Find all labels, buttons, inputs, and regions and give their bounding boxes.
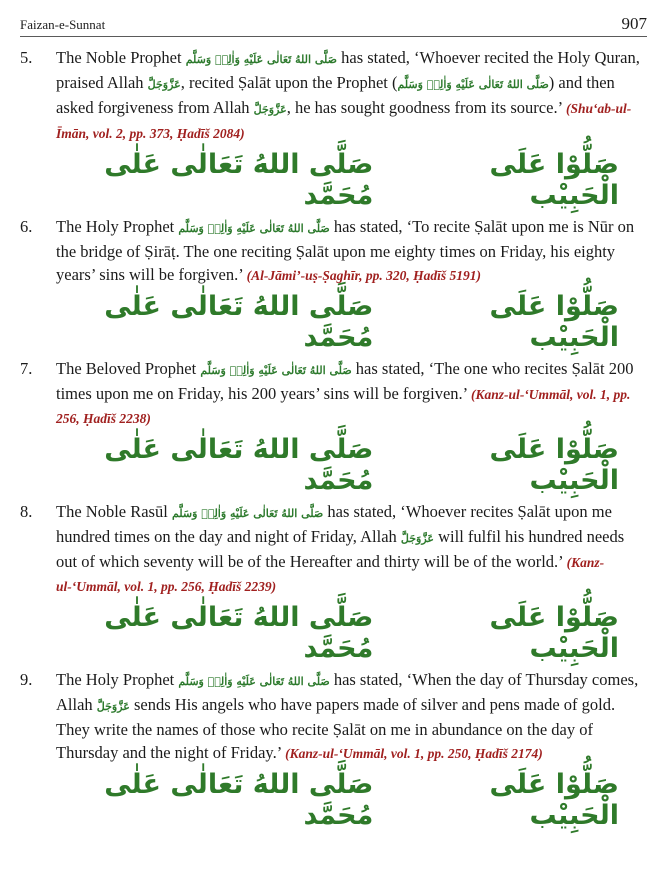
text-segment: The Noble Rasūl bbox=[56, 502, 172, 521]
hadith-item-9 bbox=[20, 668, 647, 765]
text-segment: has stated, ‘Whoever recited the Holy Quran, praised Allah bbox=[56, 48, 640, 92]
salat-calligraphy bbox=[20, 598, 647, 668]
text-segment: The Beloved Prophet bbox=[56, 359, 201, 378]
salat-phrase-right: صَلُّوْا عَلَى الْحَبِيْب bbox=[489, 291, 619, 353]
salat-phrase-left: صَلَّى اللهُ تَعَالٰى عَلٰى مُحَمَّد bbox=[104, 769, 374, 831]
salat-calligraphy bbox=[20, 430, 647, 500]
arabic-honorific: صَلَّى اللهُ تَعَالٰی عَلَيْهِ وَاٰلِهٖ وَسَلَّم bbox=[200, 364, 352, 377]
hadith-item-7 bbox=[20, 357, 647, 430]
arabic-honorific: صَلَّى اللهُ تَعَالٰی عَلَيْهِ وَاٰلِهٖ وَسَلَّم bbox=[185, 53, 338, 66]
page-content bbox=[20, 46, 647, 835]
hadith-text bbox=[56, 46, 647, 145]
arabic-honorific: عَزَّوَجَلَّ bbox=[400, 532, 434, 545]
text-segment: sends His angels who have papers made of silver and pens made of gold. They write the names of those who recite Ṣalāt on me in abundance on the day of Thursday and the night of Friday.’ bbox=[56, 695, 616, 762]
salat-phrase-left: صَلَّى اللهُ تَعَالٰى عَلٰى مُحَمَّد bbox=[104, 602, 374, 664]
item-number: 5. bbox=[20, 48, 33, 67]
item-number: 8. bbox=[20, 502, 33, 521]
hadith-item-8 bbox=[20, 500, 647, 598]
hadith-item-6 bbox=[20, 215, 647, 287]
text-segment: The Noble Prophet bbox=[56, 48, 186, 67]
text-segment: , he has sought goodness from its source.’ bbox=[286, 98, 566, 117]
salat-phrase-right: صَلُّوْا عَلَى الْحَبِيْب bbox=[489, 434, 619, 496]
reference-citation: (Al-Jāmi’-uṣ-Ṣaghīr, pp. 320, Ḥadīš 5191) bbox=[246, 268, 482, 283]
book-title: Faizan-e-Sunnat bbox=[20, 17, 106, 32]
hadith-text bbox=[56, 668, 647, 765]
text-segment: has stated, ‘The one who recites Ṣalāt 200 times upon me on Friday, his 200 years’ sins will be forgiven.’ bbox=[56, 359, 634, 403]
arabic-honorific: صَلَّى اللهُ تَعَالٰی عَلَيْهِ وَاٰلِهٖ وَسَلَّم bbox=[171, 507, 324, 520]
salat-phrase-left: صَلَّى اللهُ تَعَالٰى عَلٰى مُحَمَّد bbox=[104, 434, 374, 496]
salat-phrase-right: صَلُّوْا عَلَى الْحَبِيْب bbox=[489, 769, 619, 831]
salat-phrase-left: صَلَّى اللهُ تَعَالٰى عَلٰى مُحَمَّد bbox=[104, 291, 374, 353]
text-segment: has stated, ‘To recite Ṣalāt upon me is Nūr on the bridge of Ṣirāṭ. The one reciting Ṣalāt upon me eighty times on Friday, his eighty years’ sins will be forgiven.’ bbox=[56, 217, 635, 284]
text-segment: The Holy Prophet bbox=[56, 217, 179, 236]
text-segment: , recited Ṣalāt upon the Prophet ( bbox=[180, 73, 398, 92]
salat-phrase-left: صَلَّى اللهُ تَعَالٰى عَلٰى مُحَمَّد bbox=[104, 149, 374, 211]
salat-phrase-right: صَلُّوْا عَلَى الْحَبِيْب bbox=[489, 602, 619, 664]
page-header bbox=[20, 14, 647, 37]
arabic-honorific: عَزَّوَجَلَّ bbox=[147, 78, 181, 91]
reference-citation: (Kanz-ul-‘Ummāl, vol. 1, pp. 256, Ḥadīš 2239) bbox=[56, 555, 605, 594]
item-number: 7. bbox=[20, 359, 33, 378]
arabic-honorific: صَلَّى اللهُ تَعَالٰی عَلَيْهِ وَاٰلِهٖ وَسَلَّم bbox=[178, 675, 330, 688]
hadith-text bbox=[56, 357, 647, 430]
text-segment: The Holy Prophet bbox=[56, 670, 179, 689]
item-number: 9. bbox=[20, 670, 33, 689]
text-segment: ) and then asked forgiveness from Allah bbox=[56, 73, 615, 117]
reference-citation: (Shu‘ab-ul-Īmān, vol. 2, pp. 373, Ḥadīš 2084) bbox=[56, 101, 632, 141]
page-number: 907 bbox=[621, 14, 647, 33]
reference-citation: (Kanz-ul-‘Ummāl, vol. 1, pp. 250, Ḥadīš 2174) bbox=[285, 746, 543, 761]
hadith-text bbox=[56, 500, 647, 598]
salat-calligraphy bbox=[20, 287, 647, 357]
item-number: 6. bbox=[20, 217, 33, 236]
text-segment: has stated, ‘Whoever recites Ṣalāt upon me hundred times on the day and night of Friday, Allah bbox=[56, 502, 612, 546]
text-segment: has stated, ‘When the day of Thursday comes, Allah bbox=[56, 670, 639, 714]
reference-citation: (Kanz-ul-‘Ummāl, vol. 1, pp. 256, Ḥadīš 2238) bbox=[56, 387, 631, 426]
salat-calligraphy bbox=[20, 765, 647, 835]
arabic-honorific: عَزَّوَجَلَّ bbox=[96, 700, 130, 713]
hadith-text bbox=[56, 215, 647, 287]
salat-calligraphy bbox=[20, 145, 647, 215]
hadith-item-5 bbox=[20, 46, 647, 145]
arabic-honorific: صَلَّى اللهُ تَعَالٰی عَلَيْهِ وَاٰلِهٖ وَسَلَّم bbox=[397, 78, 549, 91]
arabic-honorific: صَلَّى اللهُ تَعَالٰی عَلَيْهِ وَاٰلِهٖ وَسَلَّم bbox=[178, 222, 330, 235]
arabic-honorific: عَزَّوَجَلَّ bbox=[253, 103, 287, 116]
salat-phrase-right: صَلُّوْا عَلَى الْحَبِيْب bbox=[489, 149, 619, 211]
text-segment: will fulfil his hundred needs out of which seventy will be of the Hereafter and thirty will be of the world.’ bbox=[56, 527, 625, 571]
